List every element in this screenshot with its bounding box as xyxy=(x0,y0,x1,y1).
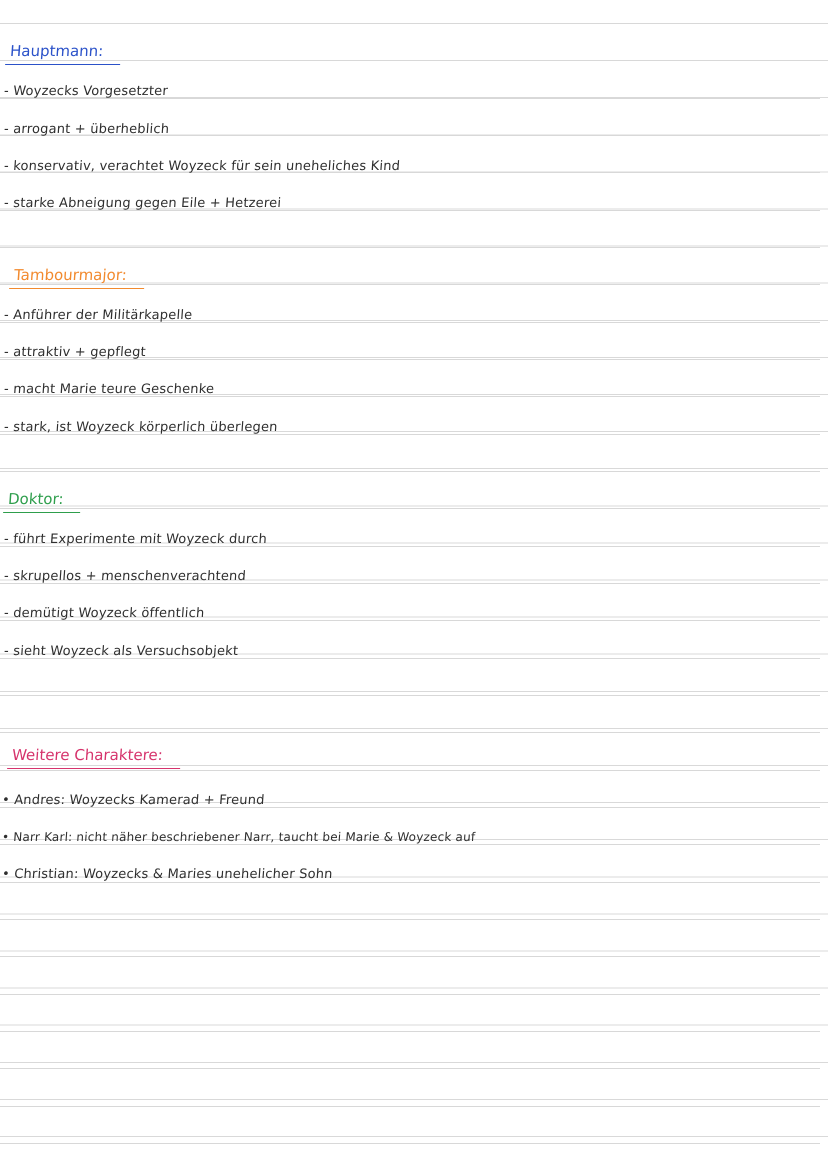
ruled-line xyxy=(0,919,820,920)
ruled-line xyxy=(0,471,820,472)
ruled-line xyxy=(0,882,820,883)
ruled-line xyxy=(0,844,820,845)
ruled-line xyxy=(0,1031,820,1032)
ruled-line xyxy=(0,770,820,771)
list-item: - macht Marie teure Geschenke xyxy=(3,382,215,397)
list-item: • Andres: Woyzecks Kamerad + Freund xyxy=(1,793,266,808)
ruled-line xyxy=(0,60,820,61)
list-item: - starke Abneigung gegen Eile + Hetzerei xyxy=(3,196,282,211)
ruled-line xyxy=(0,695,820,696)
list-item: - konservativ, verachtet Woyzeck für sein uneheliches Kind xyxy=(3,159,401,174)
heading-doktor xyxy=(3,490,68,510)
list-item: - Anführer der Militärkapelle xyxy=(3,308,193,323)
heading-hauptmann xyxy=(5,42,108,62)
list-item: - attraktiv + gepflegt xyxy=(3,345,147,360)
heading-weitere-charaktere xyxy=(7,746,167,766)
heading-doktor-text: Doktor: xyxy=(7,490,65,508)
list-item: - sieht Woyzeck als Versuchsobjekt xyxy=(3,644,239,659)
list-item: - demütigt Woyzeck öffentlich xyxy=(3,606,205,621)
heading-tambourmajor xyxy=(9,266,131,286)
list-item: • Christian: Woyzecks & Maries unehelicher Sohn xyxy=(1,867,334,882)
heading-hauptmann-text: Hauptmann: xyxy=(9,42,104,60)
ruled-line xyxy=(0,1068,820,1069)
ruled-line xyxy=(0,1143,820,1144)
heading-underline xyxy=(5,64,120,66)
list-item: - führt Experimente mit Woyzeck durch xyxy=(3,532,268,547)
ruled-line xyxy=(0,508,820,509)
ruled-line xyxy=(0,994,820,995)
list-item: • Narr Karl: nicht näher beschriebener Narr, taucht bei Marie & Woyzeck auf xyxy=(1,830,476,844)
ruled-line xyxy=(0,956,820,957)
list-item: - stark, ist Woyzeck körperlich überlegen xyxy=(3,420,279,435)
list-item: - arrogant + überheblich xyxy=(3,122,170,137)
ruled-line xyxy=(0,732,820,733)
ruled-line xyxy=(0,247,820,248)
heading-tambourmajor-text: Tambourmajor: xyxy=(13,266,128,284)
heading-underline xyxy=(7,768,180,770)
ruled-line xyxy=(0,23,820,24)
ruled-line xyxy=(0,1106,820,1107)
heading-weitere-charaktere-text: Weitere Charaktere: xyxy=(11,746,164,764)
list-item: - skrupellos + menschenverachtend xyxy=(3,569,247,584)
heading-underline xyxy=(3,512,81,514)
list-item: - Woyzecks Vorgesetzter xyxy=(3,84,169,99)
heading-underline xyxy=(9,288,144,290)
